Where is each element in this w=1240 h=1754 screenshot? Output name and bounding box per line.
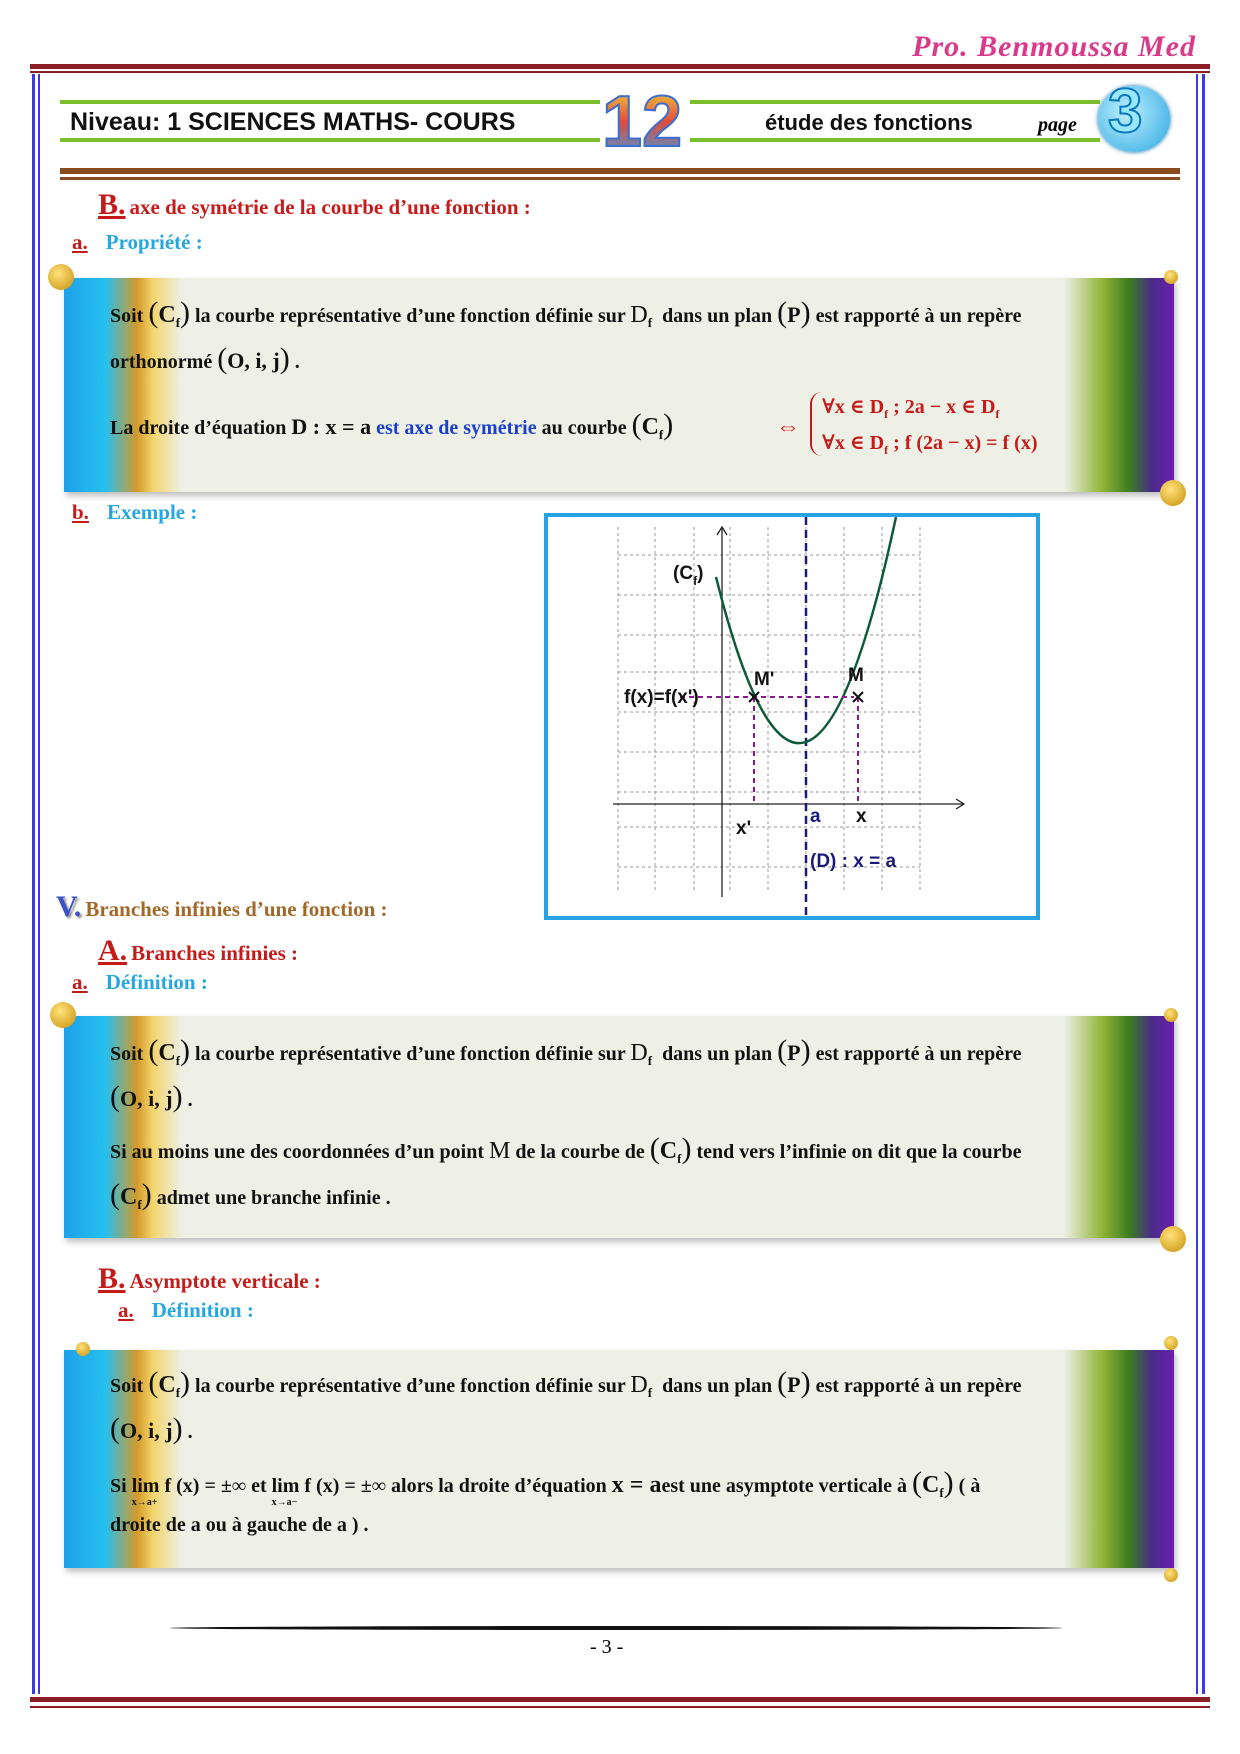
box-corner-dot [48, 264, 74, 290]
m-label: M [848, 665, 864, 686]
section-b-heading [98, 188, 531, 222]
topic-title: étude des fonctions [765, 110, 973, 135]
box-corner-dot [1164, 1568, 1178, 1582]
section-title: Branches infinies : [131, 941, 299, 965]
equivalence-symbol: ⇔ [776, 414, 800, 440]
author-name: Pro. Benmoussa Med [912, 30, 1196, 63]
section-title: axe de symétrie de la courbe d’une fonction : [129, 195, 531, 219]
sub-letter: a. [72, 970, 88, 994]
x-prime-label: x' [736, 818, 752, 839]
box-corner-dot [50, 1002, 76, 1028]
footer-line [170, 1626, 1062, 1630]
right-border-thin [1196, 74, 1198, 1694]
box-right-ribbon [1064, 1016, 1174, 1238]
header-bar-left-top [60, 100, 600, 104]
property-line-1: Soit $(C_f)$ la courbe représentative d’une fonction définie sur $D_f$ dans un plan (P) est rapporté à un repère [110, 296, 1022, 330]
asymptote-line-4: droite de a ou à gauche de a ) . [110, 1514, 369, 1536]
header-bar-left-bottom [60, 138, 600, 142]
m-prime-label: M' [754, 669, 775, 690]
grid [618, 527, 920, 892]
box-right-ribbon [1064, 278, 1174, 492]
property-line-2: orthonormé (O, i, j) . [110, 342, 300, 375]
asymptote-line-3: Si lim f (x) = ±∞ x→a+ et lim f (x) = ±∞ x→a− alors la droite d’équation x = aest une asymptote verticale à $(C_f)$ ( à [110, 1466, 981, 1508]
bottom-border [30, 1697, 1210, 1702]
curve-label: $(C_f)$ [673, 563, 704, 588]
right-border [1202, 74, 1205, 1694]
sub-title: Définition : [105, 970, 208, 994]
section-roman: V. [56, 890, 82, 923]
system-brace [810, 392, 822, 456]
top-border-thin [30, 71, 1210, 73]
subsection-b-heading [98, 1262, 321, 1296]
footer-page-number: - 3 - [590, 1636, 624, 1658]
top-border [30, 64, 1210, 69]
section-v-heading [56, 890, 388, 924]
header-bar-right-top [690, 100, 1100, 104]
condition-1: ∀x ∈ $D_f$ ; 2a − x ∈ $D_f$ [822, 396, 1000, 421]
bottom-border-thin [30, 1706, 1210, 1708]
box-corner-dot [1164, 270, 1178, 284]
asymptote-line-1: Soit $(C_f)$ la courbe représentative d’une fonction définie sur $D_f$ dans un plan (P) est rapporté à un repère [110, 1366, 1022, 1400]
example-graph-frame [544, 513, 1040, 920]
box-corner-dot [1160, 1226, 1186, 1252]
sub-title: Propriété : [105, 230, 203, 254]
property-heading [72, 230, 203, 255]
sub-title: Exemple : [106, 500, 198, 524]
definition-heading [72, 970, 208, 995]
section-letter: A. [98, 934, 128, 967]
asymptote-line-2: (O, i, j) . [110, 1412, 193, 1445]
box-right-ribbon [1064, 1350, 1174, 1568]
section-letter: B. [98, 1262, 126, 1295]
a-label: a [810, 806, 821, 827]
header-divider-thin [60, 177, 1180, 180]
section-title: Branches infinies d’une fonction : [85, 897, 388, 921]
definition-line-2: (O, i, j) . [110, 1080, 193, 1113]
chapter-number: 12 [602, 82, 683, 162]
left-border-thin [38, 74, 40, 1694]
sub-letter: a. [72, 230, 88, 254]
sub-letter: a. [118, 1298, 134, 1322]
left-border [32, 74, 35, 1694]
header-divider [60, 168, 1180, 174]
sub-title: Définition : [151, 1298, 254, 1322]
definition-heading [118, 1298, 254, 1323]
example-heading [72, 500, 197, 525]
box-corner-dot [76, 1342, 90, 1356]
fx-label: f(x)=f(x') [624, 687, 699, 708]
definition-line-3: Si au moins une des coordonnées d’un point M de la courbe de $(C_f)$ tend vers l’infinie on dit que la courbe [110, 1132, 1022, 1166]
symmetry-graph [548, 517, 1036, 916]
level-title: Niveau: 1 SCIENCES MATHS- COURS [70, 108, 516, 136]
x-label: x [856, 806, 867, 827]
page-label: page [1038, 114, 1077, 136]
box-corner-dot [1164, 1008, 1178, 1022]
definition-line-4: $(C_f)$ admet une branche infinie . [110, 1178, 391, 1212]
condition-2: ∀x ∈ $D_f$ ; f (2a − x) = f (x) [822, 432, 1038, 457]
section-letter: B. [98, 188, 126, 221]
page-badge-number: 3 [1108, 77, 1143, 146]
section-title: Asymptote verticale : [129, 1269, 321, 1293]
definition-line-1: Soit $(C_f)$ la courbe représentative d’une fonction définie sur $D_f$ dans un plan (P) est rapporté à un repère [110, 1034, 1022, 1068]
box-corner-dot [1160, 480, 1186, 506]
property-line-3: La droite d’équation D : x = a est axe de symétrie au courbe $(C_f)$ [110, 408, 674, 442]
box-corner-dot [1164, 1336, 1178, 1350]
header-bar-right-bottom [690, 138, 1100, 142]
subsection-a-heading [98, 934, 298, 968]
symmetry-axis-label: (D) : x = a [810, 851, 897, 872]
sub-letter: b. [72, 500, 89, 524]
